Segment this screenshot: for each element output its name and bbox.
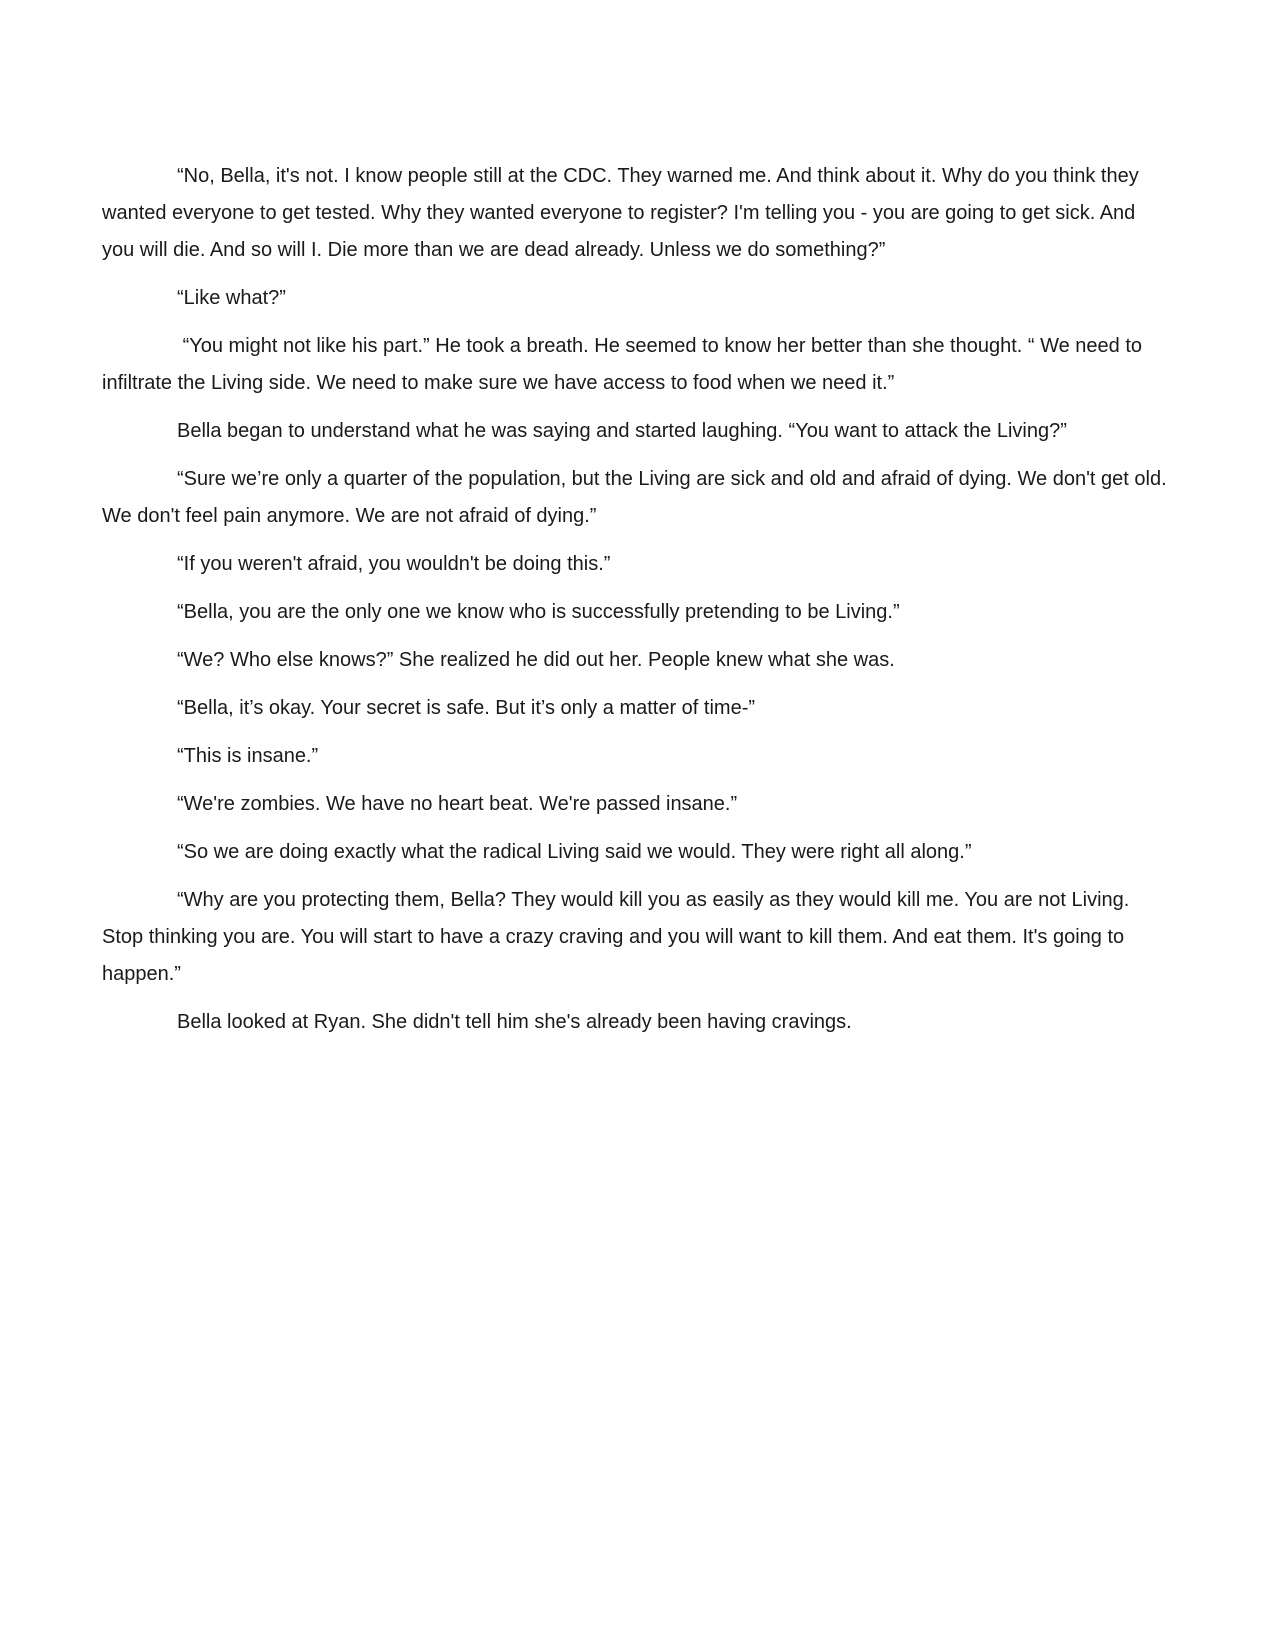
paragraph: “Bella, it’s okay. Your secret is safe. But it’s only a matter of time-” [177,697,756,719]
paragraph: “Like what?” [177,287,286,309]
paragraph: “Bella, you are the only one we know who is successfully pretending to be Living.” [177,601,900,623]
paragraph: “No, Bella, it's not. I know people still at the CDC. They warned me. And think about it. Why do you think they wanted everyone to get tested. Why they wanted everyone to register? I'm telling you - you are going to get sick. And you will die. And so will I. Die more than we are dead already. Unless we do something?” [102,165,1139,261]
paragraph: “If you weren't afraid, you wouldn't be doing this.” [177,553,611,575]
paragraph: “You might not like his part.” He took a breath. He seemed to know her better than she thought. “ We need to infiltrate the Living side. We need to make sure we have access to food when we need it.” [102,335,1148,394]
paragraph: “We're zombies. We have no heart beat. We're passed insane.” [177,793,738,815]
document-body [102,158,1172,1052]
paragraph: Bella began to understand what he was saying and started laughing. “You want to attack the Living?” [177,420,1067,442]
paragraph: “Sure we’re only a quarter of the population, but the Living are sick and old and afraid of dying. We don't get old. We don't feel pain anymore. We are not afraid of dying.” [102,468,1167,527]
paragraph: “So we are doing exactly what the radical Living said we would. They were right all along.” [177,841,972,863]
paragraph: “Why are you protecting them, Bella? They would kill you as easily as they would kill me. You are not Living. Stop thinking you are. You will start to have a crazy craving and you will want to kill them. And eat them. It's going to happen.” [102,889,1130,985]
paragraph: “This is insane.” [177,745,319,767]
paragraph: Bella looked at Ryan. She didn't tell him she's already been having cravings. [177,1011,852,1033]
paragraph: “We? Who else knows?” She realized he did out her. People knew what she was. [177,649,895,671]
